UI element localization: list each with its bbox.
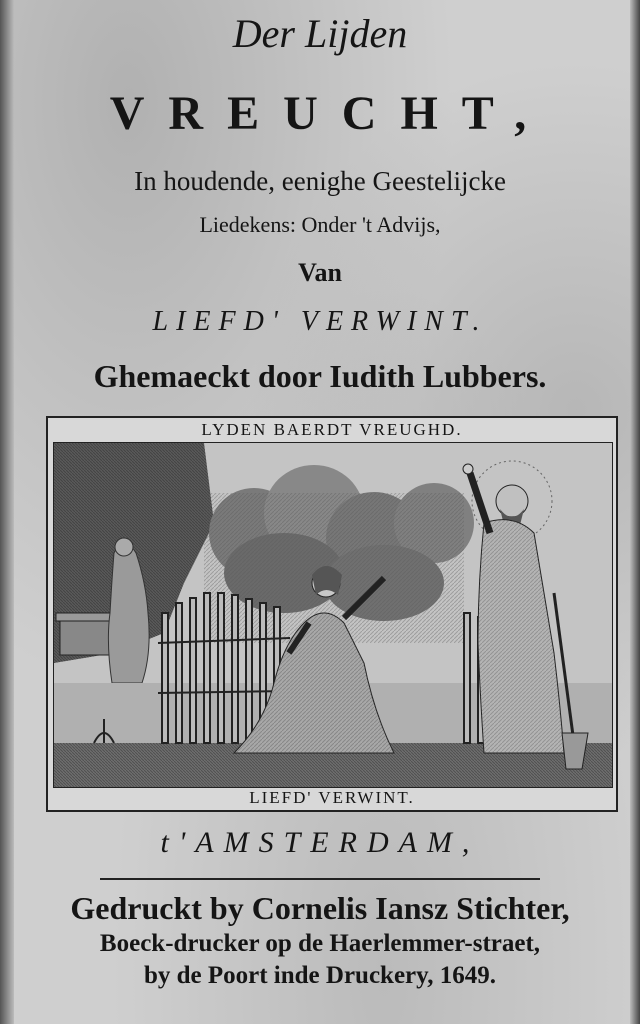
page-edge-left bbox=[0, 0, 14, 1024]
imprint-line-3: by de Poort inde Druckery, 1649. bbox=[143, 962, 497, 989]
subtitle-line-2: Liedekens: Onder 't Advijs, bbox=[199, 212, 441, 237]
author-line: Ghemaeckt door Iudith Lubbers. bbox=[93, 358, 547, 394]
imprint-line-2: Boeck-drucker op de Haerlemmer-straet, bbox=[99, 930, 541, 957]
imprint-city: t'AMSTERDAM, bbox=[160, 826, 480, 859]
subtitle-line-3: Van bbox=[298, 258, 342, 287]
motto-line: LIEFD' VERWINT. bbox=[152, 306, 488, 337]
title-line-1: Der Lijden bbox=[232, 11, 408, 56]
title-line-2: VREUCHT, bbox=[109, 87, 551, 140]
imprint-rule bbox=[100, 878, 540, 880]
imprint-line-1: Gedruckt by Cornelis Iansz Stichter, bbox=[70, 890, 570, 926]
engraving-bottom-caption: LIEFD' VERWINT. bbox=[249, 788, 415, 807]
engraving-illustration bbox=[53, 442, 613, 788]
subtitle-line-1: In houdende, eenighe Geestelijcke bbox=[134, 166, 506, 196]
engraving-plate bbox=[46, 416, 618, 812]
engraving-scene-image bbox=[54, 443, 612, 787]
engraving-top-caption: LYDEN BAERDT VREUGHD. bbox=[201, 420, 463, 439]
page-edge-right bbox=[630, 0, 640, 1024]
